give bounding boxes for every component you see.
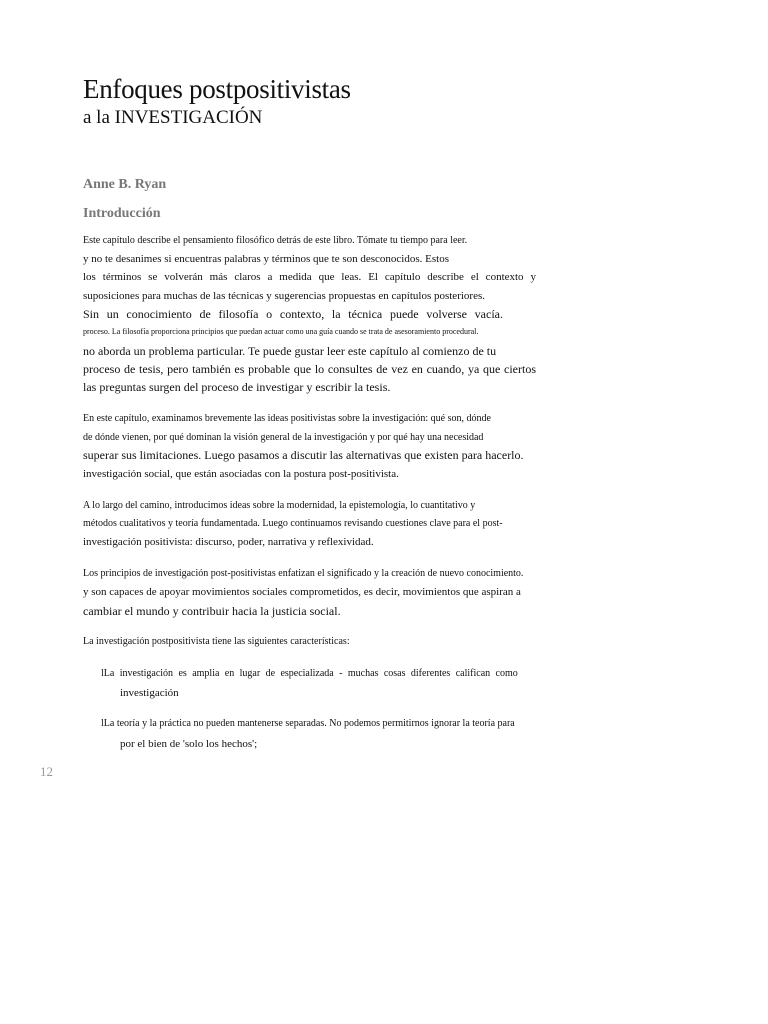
text-line: Los principios de investigación post-positivistas enfatizan el significado y la creación de nuevo conocimiento. (83, 568, 524, 579)
bullet-continuation: por el bien de 'solo los hechos'; (120, 738, 258, 750)
text-line: las preguntas surgen del proceso de investigar y escribir la tesis. (83, 380, 391, 394)
bullet-text: La teoría y la práctica no pueden mantenerse separadas. No podemos permitirnos ignorar la teoría para (103, 718, 515, 729)
text-line: La investigación postpositivista tiene las siguientes características: (83, 636, 350, 647)
text-line: proceso. La filosofía proporciona principios que puedan actuar como una guía cuando se trata de asesoramiento procedural. (83, 327, 479, 336)
section-heading: Introducción (83, 206, 161, 221)
text-line: A lo largo del camino, introducimos ideas sobre la modernidad, la epistemología, lo cuantitativo y (83, 500, 476, 511)
bullet-marker: l (101, 718, 104, 729)
text-line: superar sus limitaciones. Luego pasamos a discutir las alternativas que existen para hacerlo. (83, 448, 524, 462)
text-line: métodos cualitativos y teoría fundamentada. Luego continuamos revisando cuestiones clave para el post- (83, 518, 503, 529)
text-line: suposiciones para muchas de las técnicas y sugerencias propuestas en capítulos posteriores. (83, 290, 485, 302)
page-number: 12 (40, 764, 53, 779)
text-line: y no te desanimes si encuentras palabras y términos que te son desconocidos. Estos (83, 253, 449, 265)
text-line: los términos se volverán más claros a medida que leas. El capítulo describe el contexto y (83, 271, 536, 283)
text-line: de dónde vienen, por qué dominan la visión general de la investigación y por qué hay una necesidad (83, 432, 484, 443)
text-line: Este capítulo describe el pensamiento filosófico detrás de este libro. Tómate tu tiempo para leer. (83, 235, 468, 246)
text-line: En este capítulo, examinamos brevemente las ideas positivistas sobre la investigación: qué son, dónde (83, 413, 491, 424)
text-line: proceso de tesis, pero también es probable que lo consultes de vez en cuando, ya que ciertos (83, 362, 536, 376)
bullet-text: La investigación es amplia en lugar de especializada - muchas cosas diferentes califican como (103, 668, 518, 679)
bullet-marker: l (101, 668, 104, 679)
page-subtitle: a la INVESTIGACIÓN (83, 107, 263, 128)
text-line: Sin un conocimiento de filosofía o contexto, la técnica puede volverse vacía. (83, 307, 503, 321)
text-line: investigación positivista: discurso, poder, narrativa y reflexividad. (83, 536, 374, 548)
page-title: Enfoques postpositivistas (83, 74, 351, 104)
text-line: y son capaces de apoyar movimientos sociales comprometidos, es decir, movimientos que aspiran a (83, 586, 521, 598)
text-line: investigación social, que están asociadas con la postura post-positivista. (83, 468, 399, 480)
author-name: Anne B. Ryan (83, 177, 167, 192)
text-line: cambiar el mundo y contribuir hacia la justicia social. (83, 604, 341, 618)
text-line: no aborda un problema particular. Te puede gustar leer este capítulo al comienzo de tu (83, 344, 497, 358)
bullet-continuation: investigación (120, 687, 179, 699)
